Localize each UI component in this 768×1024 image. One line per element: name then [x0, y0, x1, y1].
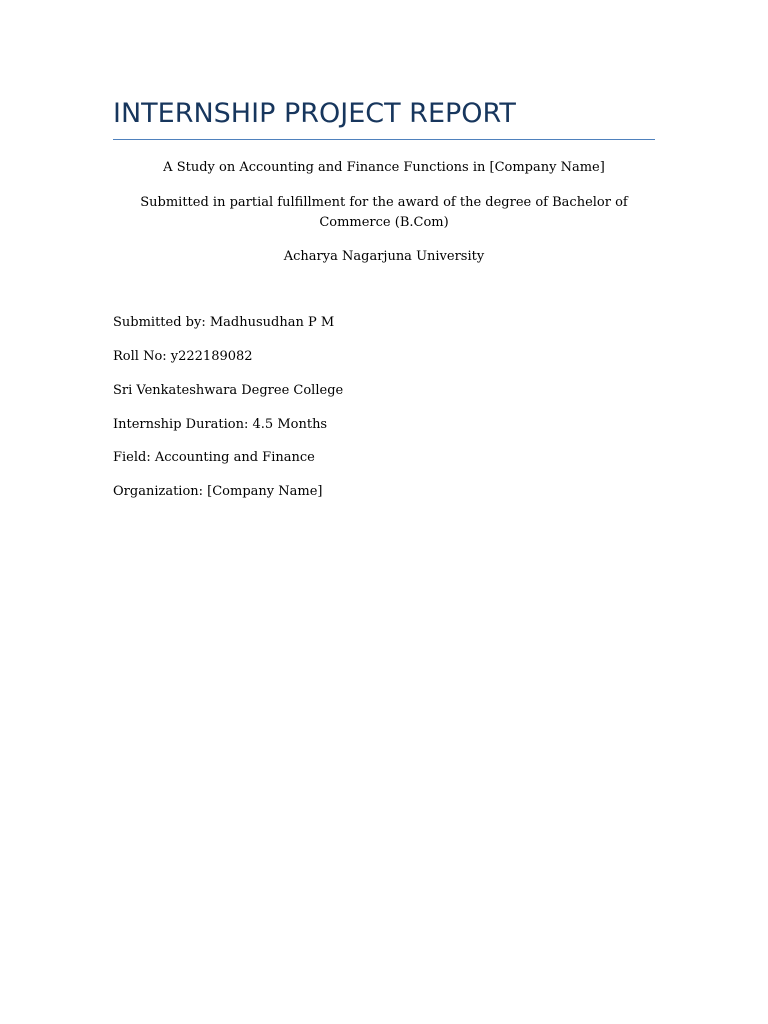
roll-number: Roll No: y222189082 — [113, 349, 253, 364]
report-subtitle: A Study on Accounting and Finance Functions in [Company Name] — [163, 160, 605, 175]
organization: Organization: [Company Name] — [113, 484, 323, 499]
field-of-study: Field: Accounting and Finance — [113, 450, 315, 465]
college-name: Sri Venkateshwara Degree College — [113, 383, 344, 398]
internship-duration: Internship Duration: 4.5 Months — [113, 417, 328, 432]
submitted-by: Submitted by: Madhusudhan P M — [113, 315, 335, 330]
submission-note: Submitted in partial fulfillment for the award of the degree of Bachelor of Commerce (B.Com) — [140, 195, 628, 230]
report-title: INTERNSHIP PROJECT REPORT — [113, 98, 516, 129]
university-name: Acharya Nagarjuna University — [283, 249, 485, 264]
title-underline — [113, 139, 655, 140]
